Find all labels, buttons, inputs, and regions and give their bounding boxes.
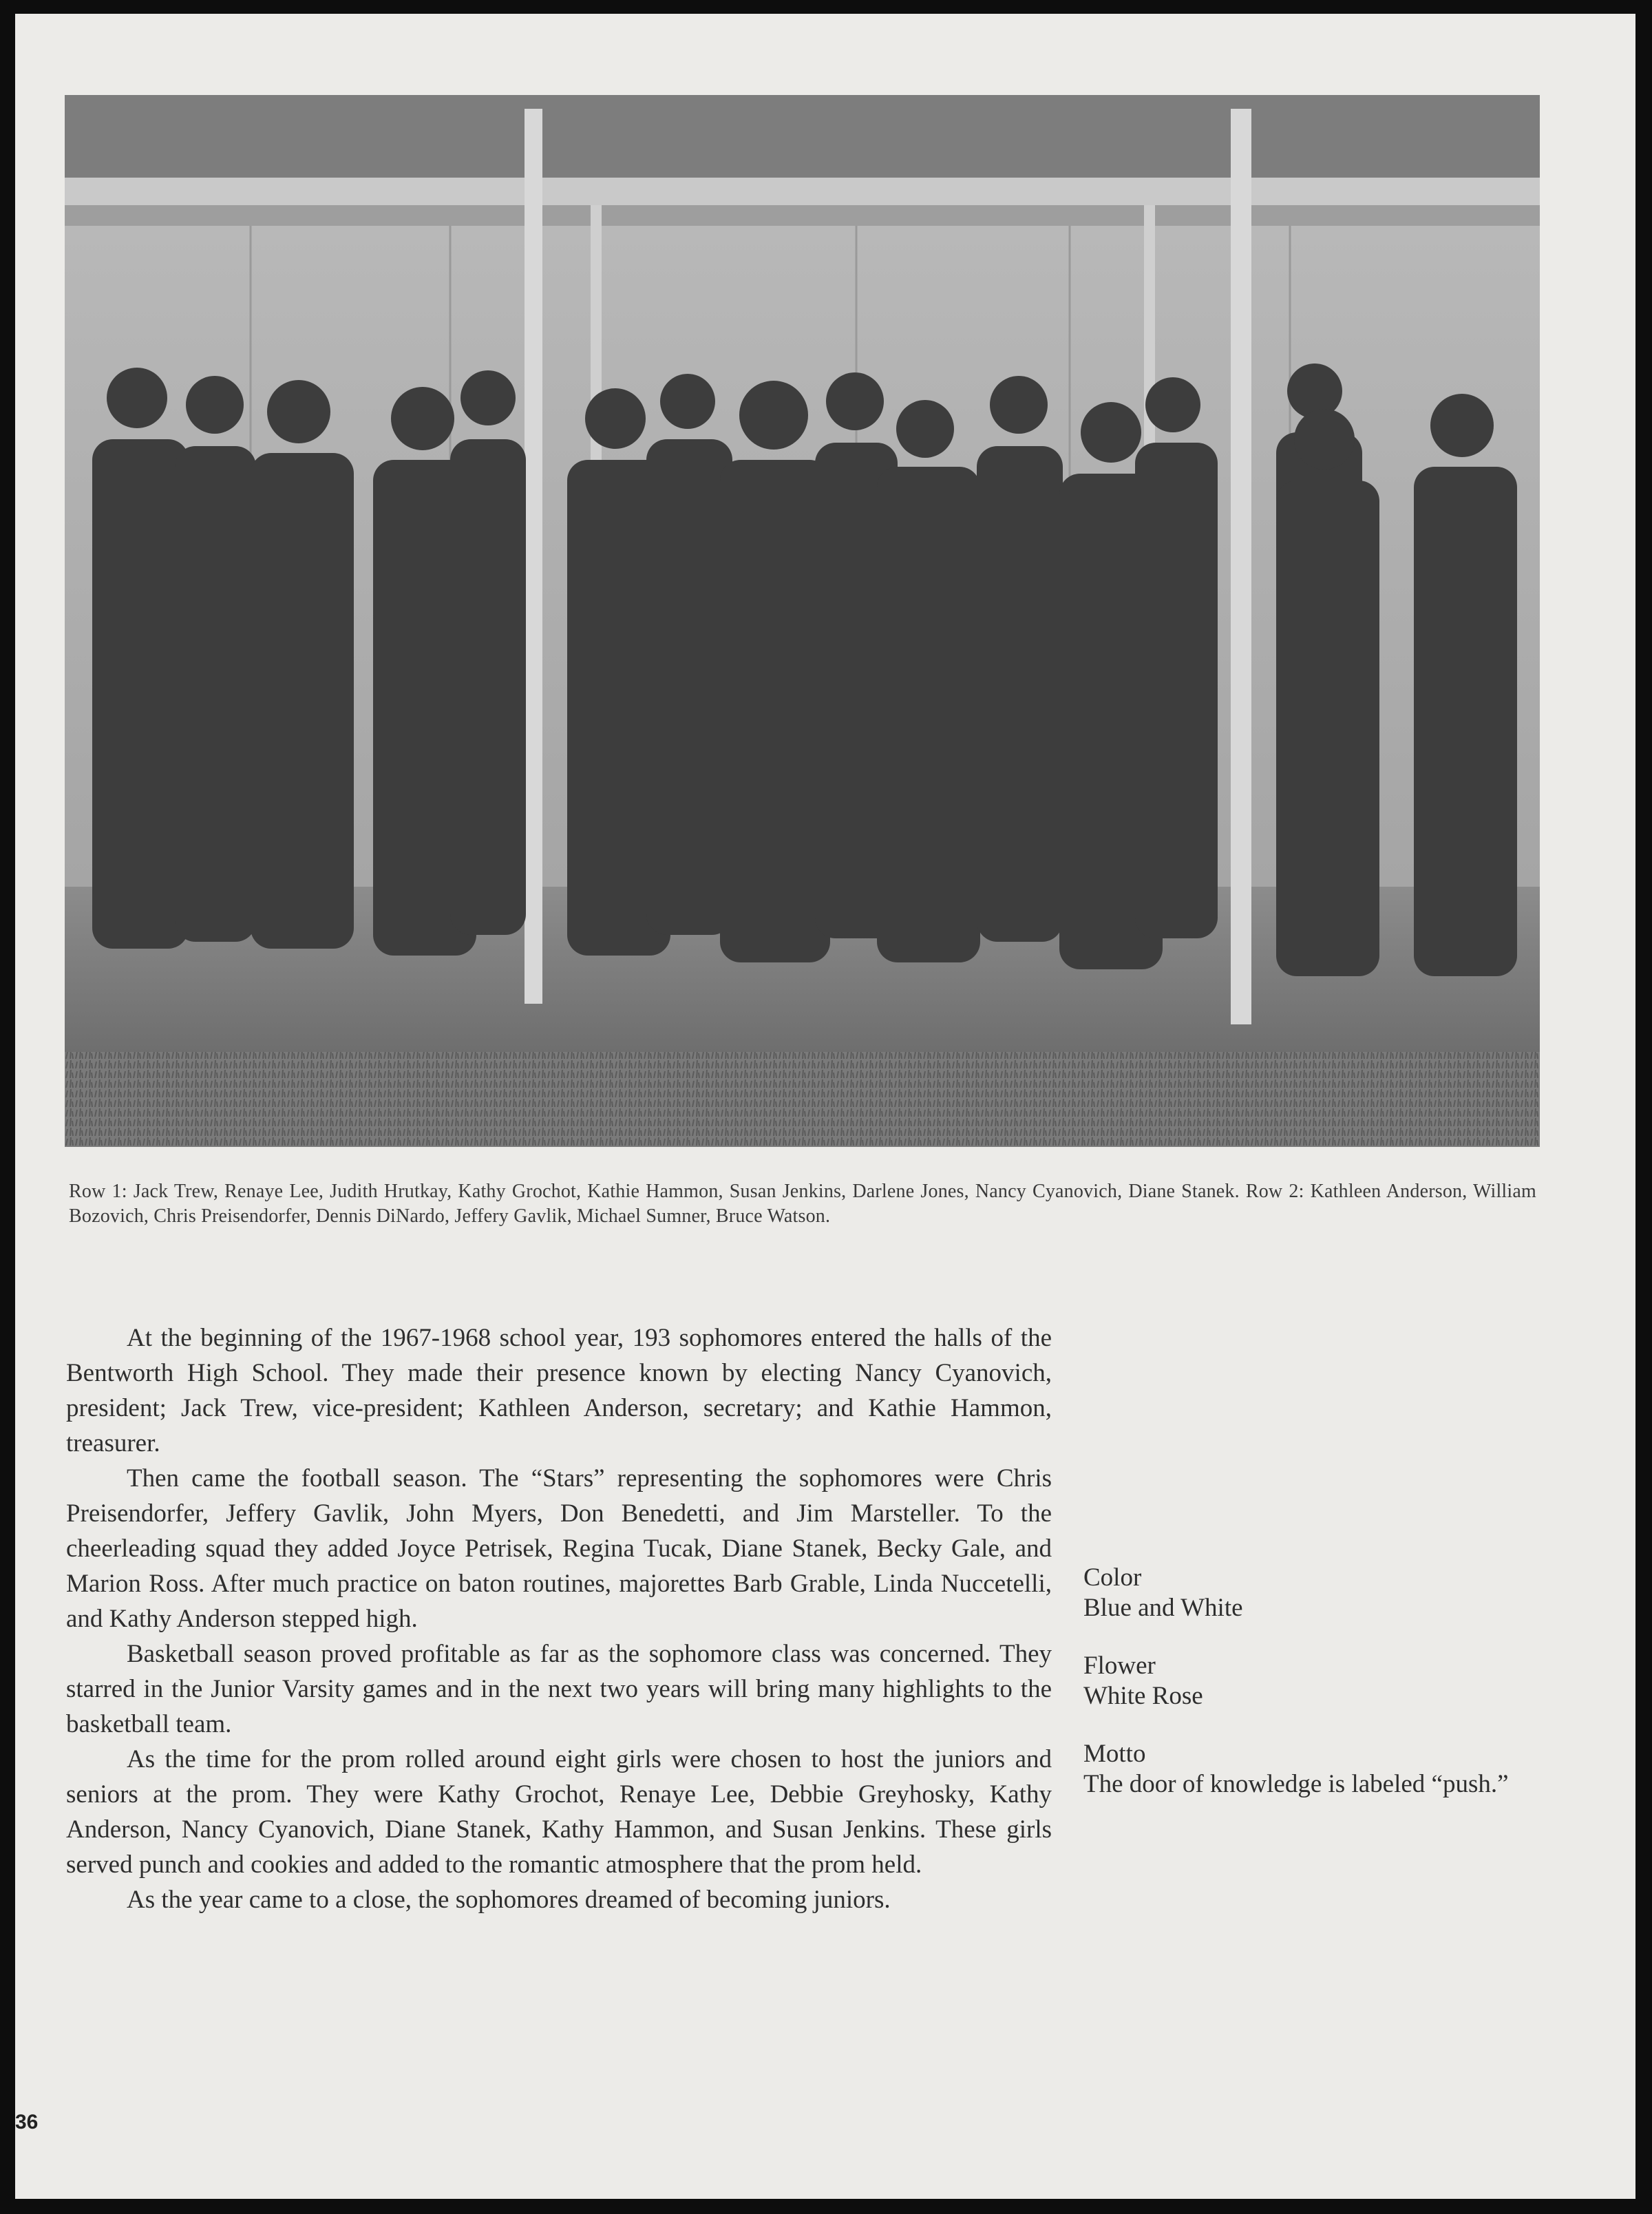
body-paragraph: At the beginning of the 1967-1968 school year, 193 sophomores entered the halls of the Bentworth High School. They made their presence known by electing Nancy Cyanovich, president; Jack Trew, vice-president; Kathleen Anderson, secretary; and Kathie Hammon, treasurer.: [66, 1324, 1052, 1457]
class-group-photo: [65, 95, 1540, 1147]
class-flower-label: Flower: [1083, 1652, 1156, 1680]
group-photo-icon: [65, 95, 1540, 1147]
class-motto: [1083, 1739, 1558, 1800]
class-motto-value: The door of knowledge is labeled “push.”: [1083, 1770, 1509, 1798]
class-flower-value: White Rose: [1083, 1682, 1203, 1710]
page-number: 36: [15, 2111, 39, 2133]
class-color-label: Color: [1083, 1563, 1142, 1592]
class-info-sidebar: [1083, 1563, 1558, 1827]
article-body: [66, 1320, 1052, 1917]
yearbook-page: [15, 14, 1635, 2199]
body-paragraph: Then came the football season. The “Stars” representing the sophomores were Chris Preisendorfer, Jeffery Gavlik, John Myers, Don Benedetti, and Jim Marsteller. To the cheerleading squad they added Joyce Petrisek, Regina Tucak, Diane Stanek, Becky Gale, and Marion Ross. After much practice on baton routines, majorettes Barb Grable, Linda Nuccetelli, and Kathy Anderson stepped high.: [66, 1464, 1052, 1633]
class-color: [1083, 1563, 1558, 1623]
body-paragraph: As the time for the prom rolled around eight girls were chosen to host the juniors and seniors at the prom. They were Kathy Grochot, Renaye Lee, Debbie Greyhosky, Kathy Anderson, Nancy Cyanovich, Diane Stanek, Kathy Hammon, and Susan Jenkins. These girls served punch and cookies and added to the romantic atmosphere that the prom held.: [66, 1745, 1052, 1879]
body-paragraph: Basketball season proved profitable as far as the sophomore class was concerned. They starred in the Junior Varsity games and in the next two years will bring many highlights to the basketball team.: [66, 1640, 1052, 1738]
body-paragraph: As the year came to a close, the sophomores dreamed of becoming juniors.: [127, 1886, 891, 1914]
class-motto-label: Motto: [1083, 1740, 1146, 1768]
class-flower: [1083, 1651, 1558, 1711]
class-color-value: Blue and White: [1083, 1594, 1243, 1622]
photo-caption: Row 1: Jack Trew, Renaye Lee, Judith Hrutkay, Kathy Grochot, Kathie Hammon, Susan Jenkins, Darlene Jones, Nancy Cyanovich, Diane Stanek. Row 2: Kathleen Anderson, William Bozovich, Chris Preisendorfer, Dennis DiNardo, Jeffery Gavlik, Michael Sumner, Bruce Watson.: [69, 1181, 1536, 1227]
